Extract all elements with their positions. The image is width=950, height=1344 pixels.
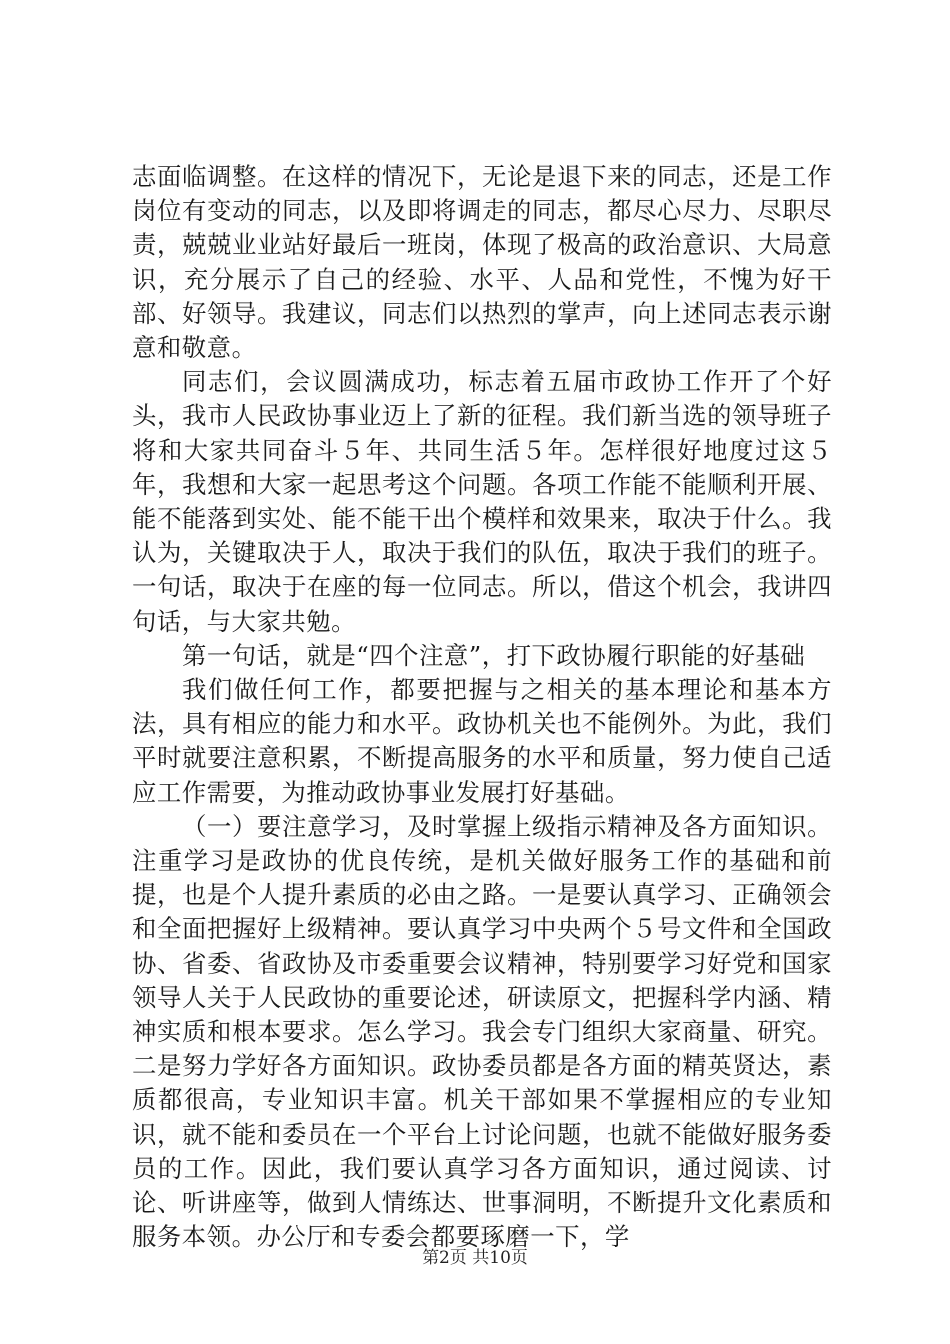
paragraph-continuation: 志面临调整。在这样的情况下，无论是退下来的同志，还是工作岗位有变动的同志，以及即将调走的同志，都尽心尽力、尽职尽责，兢兢业业站好最后一班岗，体现了极高的政治意识、大局意识，充分展示了自己的经验、水平、人品和党性，不愧为好干部、好领导。我建议，同志们以热烈的掌声，向上述同志表示谢意和敬意。 (132, 162, 832, 363)
paragraph-study-knowledge: （一）要注意学习，及时掌握上级指示精神及各方面知识。注重学习是政协的优良传统，是机关做好服务工作的基础和前提，也是个人提升素质的必由之路。一是要认真学习、正确领会和全面把握好上级精神。要认真学习中央两个５号文件和全国政协、省委、省政协及市委重要会议精神，特别要学习好党和国家领导人关于人民政协的重要论述，研读原文，把握科学内涵、精神实质和根本要求。怎么学习。我会专门组织大家商量、研究。二是努力学好各方面知识。政协委员都是各方面的精英贤达，素质都很高，专业知识丰富。机关干部如果不掌握相应的专业知识，就不能和委员在一个平台上讨论问题，也就不能做好服务委员的工作。因此，我们要认真学习各方面知识，通过阅读、讨论、听讲座等，做到人情练达、世事洞明，不断提升文化素质和服务本领。办公厅和专委会都要琢磨一下，学 (132, 811, 832, 1252)
paragraph-basic-theory: 我们做任何工作，都要把握与之相关的基本理论和基本方法，具有相应的能力和水平。政协机关也不能例外。为此，我们平时就要注意积累，不断提高服务的水平和质量，努力使自己适应工作需要，为推动政协事业发展打好基础。 (132, 675, 832, 807)
document-body (132, 160, 832, 1255)
paragraph-meeting-success: 同志们，会议圆满成功，标志着五届市政协工作开了个好头，我市人民政协事业迈上了新的征程。我们新当选的领导班子将和大家共同奋斗５年、共同生活５年。怎样很好地度过这５年，我想和大家一起思考这个问题。各项工作能不能顺利开展、能不能落到实处、能不能干出个模样和效果来，取决于什么。我认为，关键取决于人，取决于我们的队伍，取决于我们的班子。一句话，取决于在座的每一位同志。所以，借这个机会，我讲四句话，与大家共勉。 (132, 367, 832, 636)
section-heading-first-sentence: 第一句话，就是“四个注意”，打下政协履行职能的好基础 (182, 640, 806, 670)
page-number-footer: 第2页 共10页 (422, 1248, 528, 1268)
